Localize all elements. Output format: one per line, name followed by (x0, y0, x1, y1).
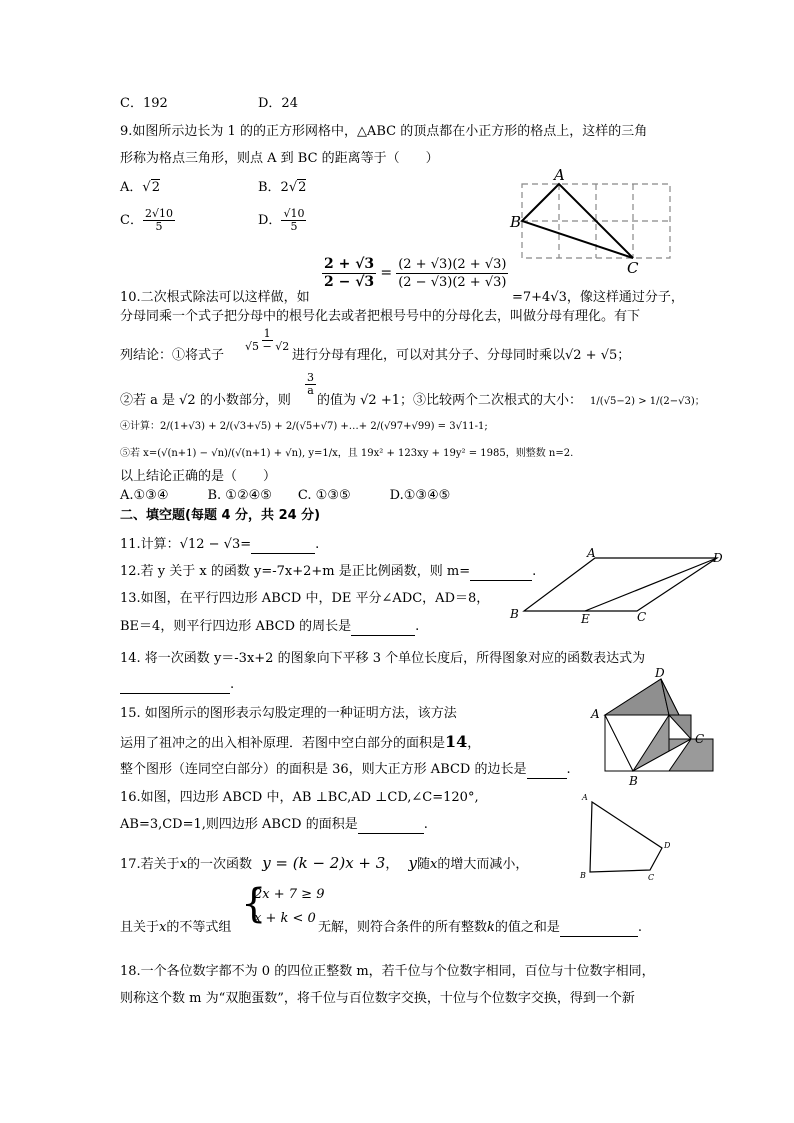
q15-answer-blank (527, 764, 567, 779)
q14-line1: 14. 将一次函数 y＝-3x+2 的图象向下平移 3 个单位长度后，所得图象对应的函数表达式为 (120, 651, 646, 666)
q15-label-c: C (695, 732, 705, 746)
q17-line2-a: 且关于x的不等式组 (120, 920, 232, 935)
q15-line3: 整个图形（连同空白部分）的面积是 36，则大正方形 ABCD 的边长是 . (120, 762, 571, 777)
q16-line1: 16.如图，四边形 ABCD 中，AB ⊥BC,AD ⊥CD,∠C=120°, (120, 790, 479, 805)
q9-option-d: D． $\frac{√10}{5}$ (258, 207, 305, 233)
q10-options: A.①③④ B. ①②④⑤ C. ①③⑤ D.①③④⑤ (120, 488, 451, 503)
q10-line7: 以上结论正确的是（ ） (120, 469, 277, 484)
q14-answer-line: . (120, 676, 234, 694)
q13-line2: BE＝4，则平行四边形 ABCD 的周长是 . (120, 619, 420, 634)
q13-label-c: C (637, 610, 647, 624)
q10-line4-frac: $\frac{3}{a}$ (307, 371, 314, 397)
q15-pythagoras-figure (585, 665, 715, 790)
q17-system-ineq2: x + k < 0 (254, 911, 316, 926)
q15-line2: 运用了祖冲之的出入相补原理．若图中空白部分的面积是14， (120, 732, 481, 751)
q16-label-d: D (664, 841, 671, 850)
q16-quadrilateral-figure (572, 786, 682, 886)
q9-stem-line1: 9.如图所示边长为 1 的的正方形网格中，△ABC 的顶点都在小正方形的格点上，这样的三角 (120, 124, 648, 139)
q10-line3-b: 进行分母有理化，可以对其分子、分母同时乘以√2 + √5； (292, 348, 631, 363)
q9-option-c: C． $\frac{2√10}{5}$ (120, 207, 173, 233)
q18-line2: 则称这个数 m 为“双胞蛋数”，将千位与百位数字交换，十位与个位数字交换，得到一个新 (120, 991, 635, 1006)
q13-label-b: B (510, 607, 519, 621)
q10-line1-a: 10.二次根式除法可以这样做，如 (120, 290, 310, 305)
q16-line2: AB=3,CD=1,则四边形 ABCD 的面积是 . (120, 817, 428, 832)
section-fill-in-title: 二、填空题(每题 4 分，共 24 分) (120, 508, 321, 523)
q10-line1-b: =7+4√3，像这样通过分子， (512, 290, 684, 305)
q9-option-b: B．2√2 (258, 180, 307, 195)
q13-label-e: E (581, 612, 590, 626)
q13-label-d: D (713, 551, 723, 565)
q17-line1: 17.若关于x的一次函数 y = (k − 2)x + 3， y随x的增大而减小， (120, 854, 529, 872)
q10-line5: ④计算：2/(1+√3) + 2/(√3+√5) + 2/(√5+√7) +…+ 2/(√97+√99) = 3√11-1; (120, 421, 488, 432)
q16-label-b: B (580, 871, 586, 880)
q15-label-b: B (629, 774, 638, 788)
q17-answer-blank (560, 922, 638, 937)
q13-answer-blank (351, 621, 415, 636)
q8-option-d: D．24 (258, 96, 298, 111)
q9-label-b: B (510, 213, 522, 231)
q8-option-c: C．192 (120, 96, 168, 111)
q13-line1: 13.如图，在平行四边形 ABCD 中，DE 平分∠ADC，AD＝8， (120, 591, 490, 606)
q9-stem-line2: 形称为格点三角形，则点 A 到 BC 的距离等于（ ） (120, 151, 439, 166)
q9-grid-figure (508, 166, 678, 276)
q16-label-a: A (582, 793, 588, 802)
q18-line1: 18.一个各位数字都不为 0 的四位正整数 m，若千位与个位数字相同，百位与十位数字相同， (120, 964, 655, 979)
q10-line4-c: 1/(√5−2) > 1/(2−√3)； (590, 396, 705, 407)
q17-system-ineq1: 2x + 7 ≥ 9 (254, 887, 325, 902)
q11-text: 11.计算：√12 − √3= . (120, 537, 320, 552)
q10-line3-frac: $\frac{1}{√5 - √2}$ (245, 327, 290, 353)
q15-line1: 15. 如图所示的图形表示勾股定理的一种证明方法，该方法 (120, 706, 457, 721)
q11-answer-blank (251, 539, 315, 554)
q16-label-c: C (648, 873, 655, 882)
q15-label-d: D (655, 666, 665, 680)
q10-line4-b: 的值为 √2 +1；③比较两个二次根式的大小： (317, 393, 582, 408)
q14-answer-blank (120, 679, 230, 694)
q13-parallelogram-figure (505, 548, 735, 628)
q12-text: 12.若 y 关于 x 的函数 y=-7x+2+m 是正比例函数，则 m= . (120, 564, 537, 579)
q10-line2: 分母同乘一个式子把分母中的根号化去或者把根号号中的分母化去，叫做分母有理化。有下 (120, 309, 641, 324)
q13-label-a: A (587, 548, 596, 560)
q17-line2-b: 无解，则符合条件的所有整数k的值之和是 . (318, 920, 643, 935)
q10-line4-a: ②若 a 是 √2 的小数部分，则 (120, 393, 291, 408)
q16-answer-blank (358, 819, 424, 834)
q10-formula: $\frac{2 + √3}{2 - √3}$ = $\frac{(2 + √3)(2 + √3)}{(2 - √3)(2 + √3)}$ (324, 256, 507, 290)
q10-line3-a: 列结论：①将式子 (120, 348, 225, 363)
q9-option-a: A．√2 (120, 180, 160, 195)
q10-line6: ⑤若 x=(√(n+1) − √n)/(√(n+1) + √n), y=1/x，且 19x² + 123xy + 19y² = 1985，则整数 n=2. (120, 448, 574, 459)
q15-label-a: A (591, 707, 600, 721)
q9-label-a: A (554, 166, 565, 184)
q17-function: y = (k − 2)x + 3 (262, 854, 386, 872)
q9-label-c: C (627, 259, 639, 276)
q17-system-brace: { (241, 881, 267, 927)
